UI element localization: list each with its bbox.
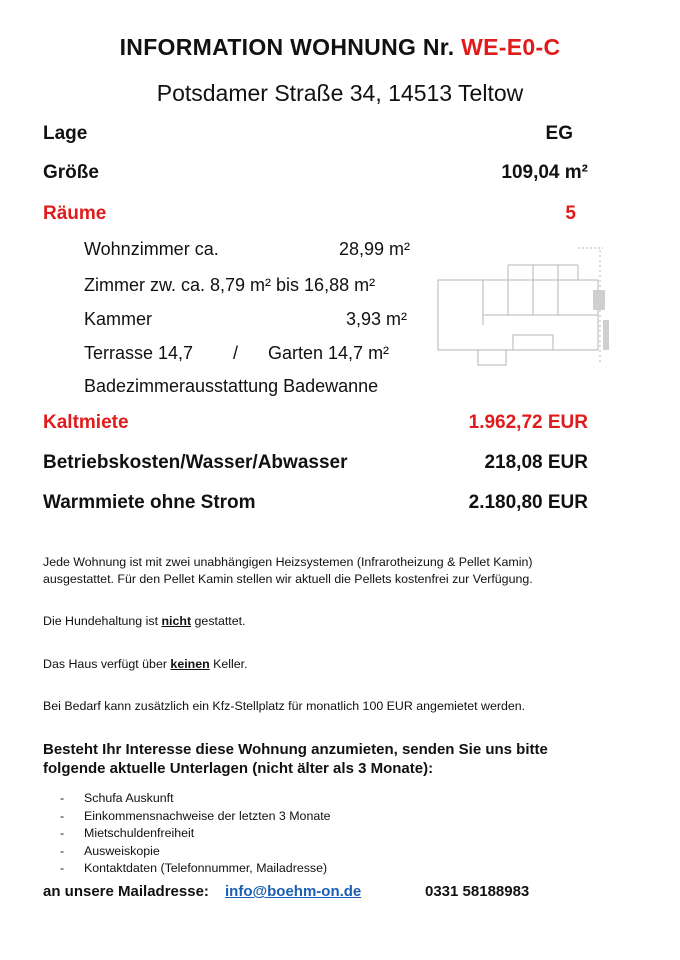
bullet-dash: - [60, 861, 65, 876]
page-title [0, 34, 680, 61]
address: Potsdamer Straße 34, 14513 Teltow [156, 80, 524, 106]
heating-note [43, 554, 533, 588]
kammer-label: Kammer [84, 309, 153, 329]
list-item-label: Mietschuldenfreiheit [84, 826, 195, 841]
plan-stairs [593, 290, 605, 310]
terrasse-text: Terrasse 14,7 [84, 343, 194, 363]
plan-room [513, 335, 553, 350]
warmmiete-label: Warmmiete ohne Strom [43, 492, 256, 513]
cellar-emphasis: keinen [170, 657, 210, 671]
wohnzimmer-value: 28,99 m² [338, 239, 410, 259]
bad-text: Badezimmerausstattung Badewanne [84, 376, 379, 396]
bullet-dash: - [60, 843, 65, 858]
list-item [44, 825, 331, 843]
cellar-text-pre: Das Haus verfügt über [43, 657, 171, 671]
groesse-value: 109,04 m² [501, 162, 588, 183]
documents-intro-line-1: Besteht Ihr Interesse diese Wohnung anzumieten, senden Sie uns bitte [43, 741, 548, 758]
kammer-value: 3,93 m² [345, 309, 407, 329]
raeume-value: 5 [565, 203, 576, 224]
documents-list [44, 790, 331, 878]
title-prefix: INFORMATION WOHNUNG Nr. [119, 34, 455, 60]
phone-number: 0331 58188983 [425, 883, 530, 900]
cellar-text-post: Keller. [209, 657, 248, 671]
warmmiete-value: 2.180,80 EUR [468, 492, 588, 513]
betriebskosten-value: 218,08 EUR [484, 452, 588, 473]
bullet-dash: - [60, 826, 65, 841]
raeume-label: Räume [43, 203, 107, 224]
plan-legend [603, 320, 609, 350]
contact-label: an unsere Mailadresse: [43, 883, 209, 900]
list-item-label: Schufa Auskunft [84, 791, 174, 805]
lage-label: Lage [43, 123, 88, 144]
dogs-note [43, 613, 246, 630]
list-item-label: Einkommensnachweise der letzten 3 Monate [84, 808, 331, 823]
bullet-dash: - [60, 791, 65, 805]
dogs-emphasis: nicht [161, 614, 192, 628]
list-item [44, 808, 331, 826]
heating-line-1: Jede Wohnung ist mit zwei unabhängigen Heizsystemen (Infrarotheizung & Pellet Kamin) [43, 555, 533, 569]
bullet-dash: - [60, 808, 65, 823]
list-item-label: Ausweiskopie [84, 843, 160, 858]
apartment-id: WE-E0-C [461, 34, 561, 60]
list-item [44, 860, 331, 878]
list-item [44, 790, 331, 808]
wohnzimmer-label: Wohnzimmer ca. [84, 239, 219, 259]
plan-terrace [478, 350, 506, 365]
garten-text: Garten 14,7 m² [268, 343, 390, 363]
list-item [44, 843, 331, 861]
documents-intro [43, 740, 548, 778]
dogs-text-pre: Die Hundehaltung ist [43, 614, 162, 628]
groesse-label: Größe [43, 162, 99, 183]
zimmer-text: Zimmer zw. ca. 8,79 m² bis 16,88 m² [84, 275, 376, 295]
cellar-note [43, 656, 248, 673]
separator: / [233, 343, 239, 363]
kaltmiete-value: 1.962,72 EUR [468, 412, 588, 433]
dogs-text-post: gestattet. [191, 614, 246, 628]
email-link[interactable]: info@boehm-on.de [225, 883, 362, 900]
lage-value: EG [545, 123, 573, 144]
betriebskosten-label: Betriebskosten/Wasser/Abwasser [43, 452, 348, 473]
parking-note: Bei Bedarf kann zusätzlich ein Kfz-Stellplatz für monatlich 100 EUR angemietet werden. [43, 699, 526, 713]
documents-intro-line-2: folgende aktuelle Unterlagen (nicht älter als 3 Monate): [43, 760, 434, 777]
kaltmiete-label: Kaltmiete [43, 412, 129, 433]
floor-plan-image [428, 240, 614, 380]
list-item-label: Kontaktdaten (Telefonnummer, Mailadresse) [84, 861, 328, 876]
heating-line-2: ausgestattet. Für den Pellet Kamin stellen wir aktuell die Pellets kostenfrei zur Verfügung. [43, 572, 533, 586]
